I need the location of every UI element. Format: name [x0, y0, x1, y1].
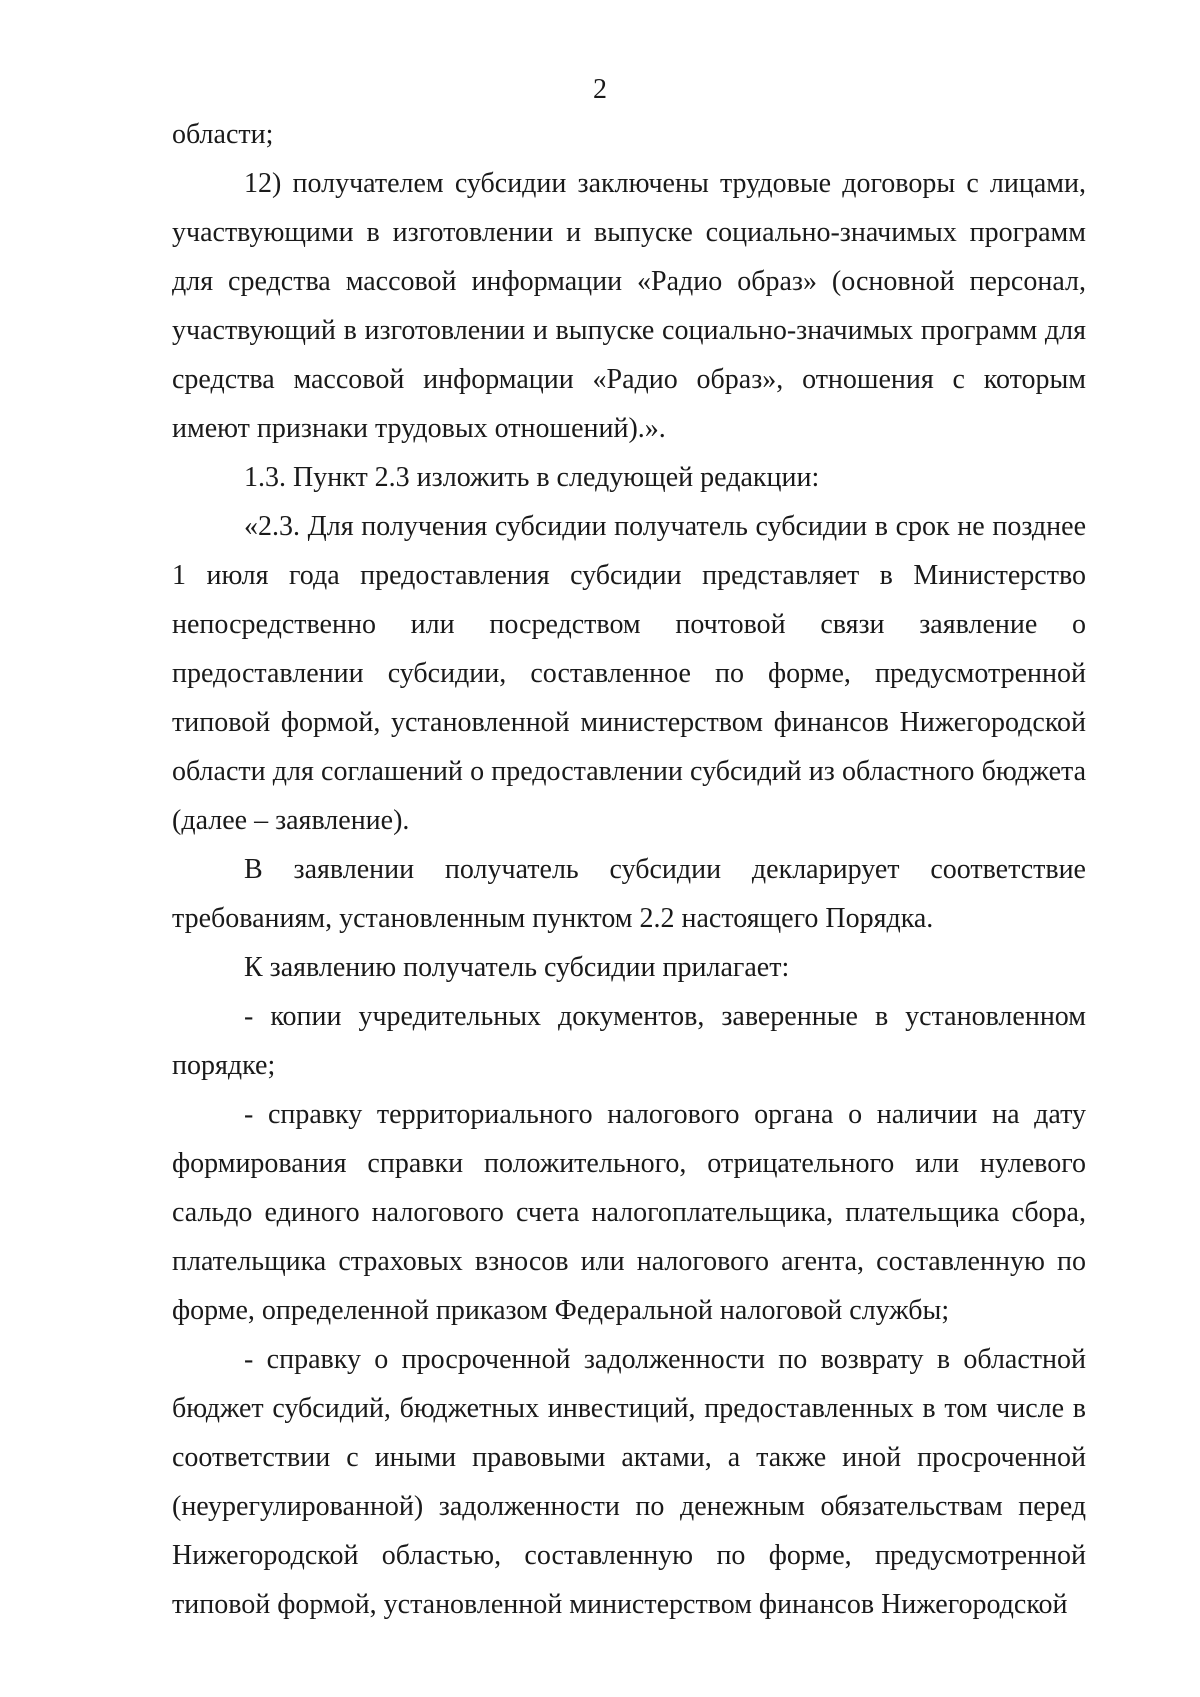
paragraph-declaration: В заявлении получатель субсидии декларирует соответствие требованиям, установленным пунктом 2.2 настоящего Порядка.: [172, 854, 1086, 934]
paragraph-amendment-1-3: 1.3. Пункт 2.3 изложить в следующей редакции:: [244, 462, 820, 493]
paragraph-continuation: области;: [172, 119, 274, 150]
document-body: [172, 110, 1086, 1629]
page-number: 2: [593, 74, 607, 105]
paragraph-clause-2-3: «2.3. Для получения субсидии получатель субсидии в срок не позднее 1 июля года предоставления субсидии представляет в Министерство непосредственно или посредством почтовой связи заявление о предоставлении субсидии, составленное по форме, предусмотренной типовой формой, установленной министерством финансов Нижегородской области для соглашений о предоставлении субсидий из областного бюджета (далее – заявление).: [172, 511, 1086, 836]
list-item-debt-certificate: - справку о просроченной задолженности по возврату в областной бюджет субсидий, бюджетных инвестиций, предоставленных в том числе в соответствии с иными правовыми актами, а также иной просроченной (неурегулированной) задолженности по денежным обязательствам перед Нижегородской областью, составленную по форме, предусмотренной типовой формой, установленной министерством финансов Нижегородской: [172, 1344, 1086, 1620]
paragraph-attachments-intro: К заявлению получатель субсидии прилагает:: [244, 952, 790, 983]
list-item-founding-documents: - копии учредительных документов, заверенные в установленном порядке;: [172, 1001, 1086, 1081]
list-item-tax-certificate: - справку территориального налогового органа о наличии на дату формирования справки положительного, отрицательного или нулевого сальдо единого налогового счета налогоплательщика, плательщика сбора, плательщика страховых взносов или налогового агента, составленную по форме, определенной приказом Федеральной налоговой службы;: [172, 1099, 1086, 1326]
paragraph-item-12: 12) получателем субсидии заключены трудовые договоры с лицами, участвующими в изготовлении и выпуске социально-значимых программ для средства массовой информации «Радио образ» (основной персонал, участвующий в изготовлении и выпуске социально-значимых программ для средства массовой информации «Радио образ», отношения с которым имеют признаки трудовых отношений).».: [172, 168, 1086, 444]
